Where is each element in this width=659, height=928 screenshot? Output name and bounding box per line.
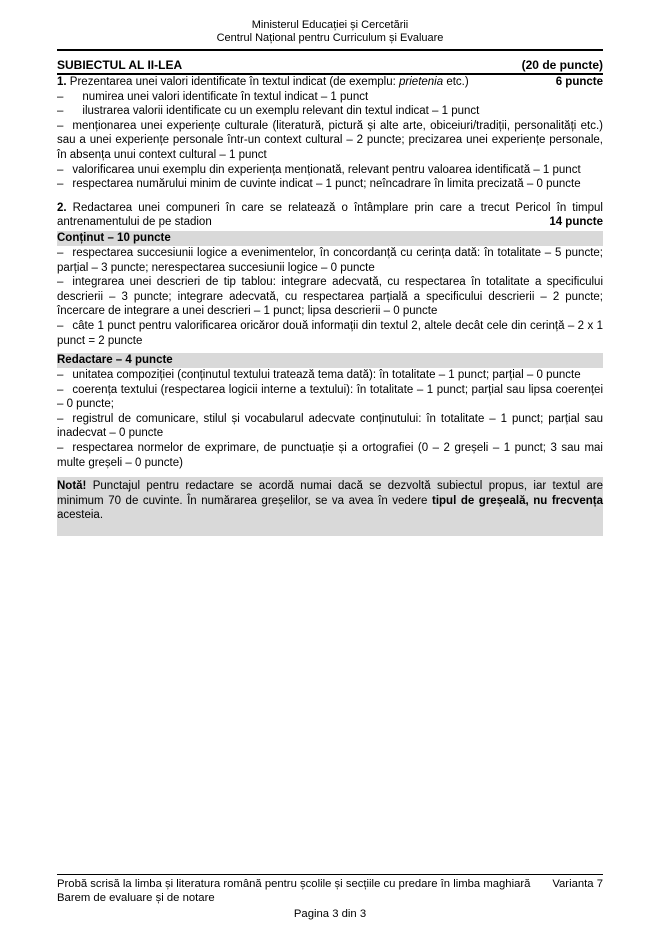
item-1-points: 6 puncte [555, 76, 603, 88]
item-1-example: prietenia [399, 76, 444, 88]
dash-bullet: – [57, 383, 64, 396]
dash-bullet: – [57, 119, 64, 132]
dash-bullet: – [57, 163, 64, 176]
item-1-number: 1. [57, 76, 67, 88]
nota-block [57, 477, 607, 536]
subject-header [57, 58, 603, 75]
document-header [57, 0, 603, 45]
item-2-number: 2. [57, 201, 67, 214]
rubric-bullet: – respectarea succesiunii logice a evenimentelor, în concordanță cu cerința dată: în totalitate – 5 puncte; parțial – 3 puncte; nerespectarea succesiunii logice – 0 puncte [57, 246, 607, 274]
item-1-heading [57, 75, 603, 90]
nota-label: Notă! [57, 480, 87, 493]
dash-bullet: – [57, 90, 64, 103]
section-heading-redactare: Redactare – 4 puncte [57, 353, 603, 368]
dash-bullet: – [57, 276, 64, 289]
item-2-heading: 2. Redactarea unei compuneri în care se relatează o întâmplare prin care a trecut Pericol în timpul antrenamentului de pe stadion 14 puncte [57, 201, 607, 229]
item-1-title: 1. Prezentarea unei valori identificate în textul indicat (de exemplu: prietenia etc.) [57, 76, 469, 88]
rubric-bullet: – câte 1 punct pentru valorificarea oricăror două informații din textul 2, altele decât cele din cerință – 2 x 1 punct = 2 puncte [57, 319, 607, 347]
footer-variant: Varianta 7 [552, 878, 603, 890]
subject-title: SUBIECTUL AL II-LEA [57, 58, 183, 72]
rubric-bullet: – numirea unei valori identificate în textul indicat – 1 punct [57, 90, 369, 103]
dash-bullet: – [57, 369, 64, 382]
rubric-bullet: – respectarea normelor de exprimare, de punctuație și a ortografiei (0 – 2 greșeli – 1 punct; 3 sau mai multe greșeli – 0 puncte) [57, 442, 607, 469]
center-name: Centrul Național pentru Curriculum și Evaluare [216, 32, 444, 44]
nota-text: Notă! Punctajul pentru redactare se acordă numai dacă se dezvoltă subiectul propus, iar textul are minimum 70 de cuvinte. În numărarea greșelilor, se va avea în vedere tipul de greșeală, nu frecvența acesteia. [57, 480, 607, 522]
rubric-bullet: – menționarea unei experiențe culturale (literatură, pictură și alte arte, obiceiuri/tradiții, personalități etc.) sau a unei experiențe personale într-un context cultural – 2 puncte; precizarea unei experiențe personale, în absența unui context cultural – 1 punct [57, 119, 607, 161]
footer-barem-line: Barem de evaluare și de notare [57, 892, 215, 904]
dash-bullet: – [57, 442, 64, 455]
section-heading-continut: Conținut – 10 puncte [57, 231, 603, 246]
subject-points: (20 de puncte) [521, 58, 603, 72]
dash-bullet: – [57, 178, 64, 191]
rubric-bullet: – valorificarea unui exemplu din experiența menționată, relevant pentru valoarea identificată – 1 punct [57, 163, 581, 176]
ministry-name: Ministerul Educației și Cercetării [251, 19, 409, 31]
rubric-bullet: – respectarea numărului minim de cuvinte indicat – 1 punct; neîncadrare în limita precizată – 0 puncte [57, 178, 581, 191]
item-2-points: 14 puncte [549, 216, 603, 229]
page-content [57, 0, 607, 536]
rubric-bullet: – coerența textului (respectarea logicii interne a textului): în totalitate – 1 punct; parțial sau lipsa coerenței – 0 puncte; [57, 383, 607, 411]
footer-row [57, 877, 603, 891]
footer-divider [57, 874, 603, 875]
rubric-bullet: – registrul de comunicare, stilul și vocabularul adecvate conținutului: în totalitate – 1 punct; parțial sau inadecvat – 0 puncte [57, 412, 607, 440]
rubric-bullet: – unitatea compoziției (conținutul textului tratează tema dată): în totalitate – 1 punct; parțial – 0 puncte [57, 369, 581, 382]
header-divider [57, 49, 603, 51]
footer-page-number: Pagina 3 din 3 [293, 908, 367, 920]
dash-bullet: – [57, 319, 64, 332]
page-footer [57, 874, 603, 921]
dash-bullet: – [57, 105, 64, 118]
dash-bullet: – [57, 412, 64, 425]
rubric-bullet: – integrarea unei descrieri de tip tablou: integrare adecvată, cu respectarea în totalitate a specificului descrierii – 3 puncte; integrare adecvată, cu respectarea parțială a specificului descrierii – 2 puncte; încercare de integrare a unei descrieri – 1 punct; lipsa descrierii – 0 puncte [57, 276, 607, 318]
footer-exam-line: Probă scrisă la limba și literatura română pentru școlile și secțiile cu predare în limba maghiară [57, 878, 531, 890]
rubric-bullet: – ilustrarea valorii identificate cu un exemplu relevant din textul indicat – 1 punct [57, 105, 480, 118]
dash-bullet: – [57, 246, 64, 259]
